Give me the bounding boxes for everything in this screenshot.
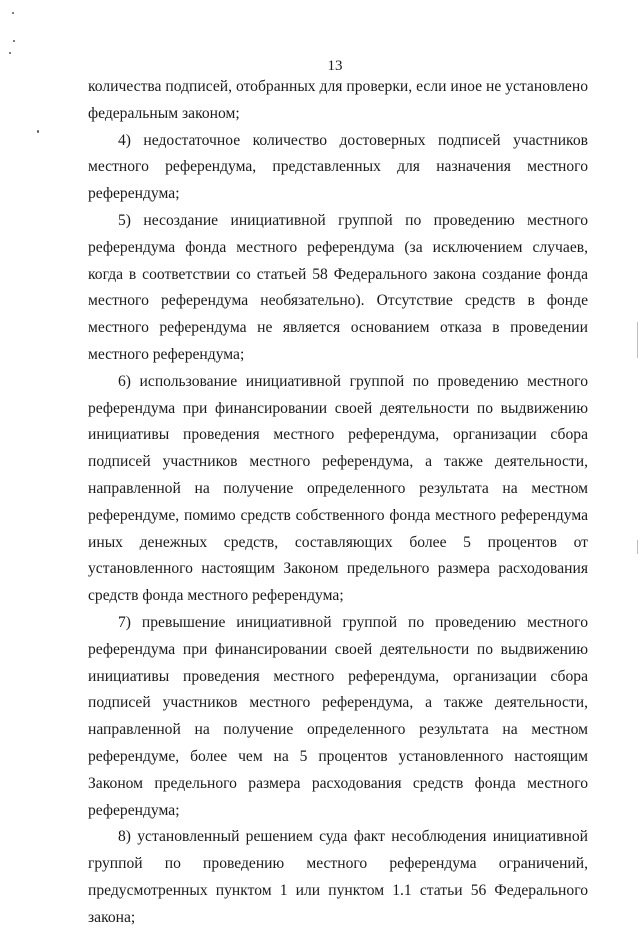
page-number: 13 — [327, 58, 343, 74]
scan-speck — [12, 12, 14, 14]
paragraph-item-5: 5) несоздание инициативной группой по проведению местного референдума фонда местного референдума (за исключением случаев, когда в соответствии со статьей 58 Федерального закона создание фонда местного референдума необязательно). Отсутствие средств в фонде местного референдума не является основанием отказа в проведении местного референдума; — [88, 211, 588, 363]
paragraph-item-4: 4) недостаточное количество достоверных подписей участников местного референдума, представленных для назначения местного референдума; — [88, 131, 588, 203]
paragraph-item-6: 6) использование инициативной группой по проведению местного референдума при финансировании своей деятельности по выдвижению инициативы проведения местного референдума, организации сбора подписей участников местного референдума, а также деятельности, направленной на получение определенного результата на местном референдуме, помимо средств собственного фонда местного референдума иных денежных средств, составляющих более 5 процентов от установленного настоящим Законом предельного размера расходования средств фонда местного референдума; — [88, 372, 588, 605]
document-body — [88, 74, 588, 932]
scan-edge-mark — [637, 322, 638, 358]
paragraph-item-7: 7) превышение инициативной группой по проведению местного референдума при финансировании своей деятельности по выдвижению инициативы проведения местного референдума, организации сбора подписей участников местного референдума, а также деятельности, направленной на получение определенного результата на местном референдуме, более чем на 5 процентов установленного настоящим Законом предельного размера расходования средств фонда местного референдума; — [88, 613, 588, 819]
scan-speck — [9, 52, 11, 54]
scan-edge-mark — [637, 540, 638, 554]
scan-speck — [37, 130, 39, 133]
paragraph-continuation: количества подписей, отобранных для проверки, если иное не установлено федеральным законом; — [88, 78, 588, 122]
scan-speck — [13, 40, 15, 42]
paragraph-item-8: 8) установленный решением суда факт несоблюдения инициативной группой по проведению местного референдума ограничений, предусмотренных пунктом 1 или пунктом 1.1 статьи 56 Федерального закона; — [88, 828, 588, 926]
